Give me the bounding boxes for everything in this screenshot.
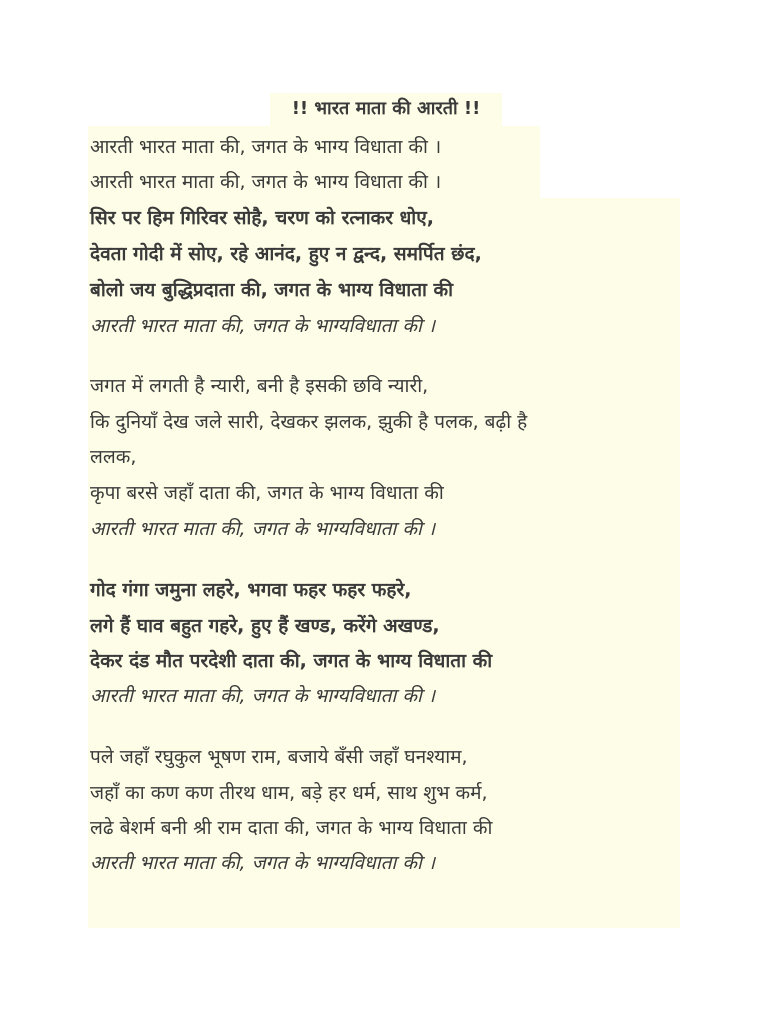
stanza1-line-1: सिर पर हिम गिरिवर सोहै, चरण को रत्नाकर धोए, bbox=[90, 207, 434, 229]
stanza3-line-3: देकर दंड मौत परदेशी दाता की, जगत के भाग्य विधाता की bbox=[90, 650, 493, 672]
stanza4-line-2: जहाँ का कण कण तीरथ धाम, बड़े हर धर्म, साथ शुभ कर्म, bbox=[90, 782, 488, 804]
stanza1-refrain: आरती भारत माता की, जगत के भाग्यविधाता की । bbox=[90, 315, 436, 337]
page-title: !! भारत माता की आरती !! bbox=[291, 98, 481, 119]
stanza2-line-3: कृपा बरसे जहाँ दाता की, जगत के भाग्य विधाता की bbox=[90, 482, 444, 504]
stanza4-line-1: पले जहाँ रघुकुल भूषण राम, बजाये बँसी जहाँ घनश्याम, bbox=[90, 746, 468, 768]
stanza4-line-3: लढे बेशर्म बनी श्री राम दाता की, जगत के भाग्य विधाता की bbox=[90, 817, 493, 839]
stanza2-line-2-wrap: ललक, bbox=[90, 446, 137, 468]
stanza2-refrain: आरती भारत माता की, जगत के भाग्यविधाता की । bbox=[90, 518, 436, 540]
stanza4-refrain: आरती भारत माता की, जगत के भाग्यविधाता की । bbox=[90, 852, 436, 874]
stanza2-line-2: कि दुनियाँ देख जले सारी, देखकर झलक, झुकी है पलक, बढ़ी है bbox=[90, 411, 528, 433]
stanza1-line-3: बोलो जय बुद्धिप्रदाता की, जगत के भाग्य विधाता की bbox=[90, 279, 454, 301]
intro-line-2: आरती भारत माता की, जगत के भाग्य विधाता की । bbox=[90, 171, 442, 193]
intro-line-1: आरती भारत माता की, जगत के भाग्य विधाता की । bbox=[90, 136, 442, 158]
stanza2-line-1: जगत में लगती है न्यारी, बनी है इसकी छवि न्यारी, bbox=[90, 375, 429, 397]
stanza3-line-2: लगे हैं घाव बहुत गहरे, हुए हैं खण्ड, करेंगे अखण्ड, bbox=[90, 615, 440, 637]
stanza3-refrain: आरती भारत माता की, जगत के भाग्यविधाता की । bbox=[90, 685, 436, 707]
stanza1-line-2: देवता गोदी में सोए, रहे आनंद, हुए न द्वन्द, समर्पित छंद, bbox=[90, 243, 482, 265]
stanza3-line-1: गोद गंगा जमुना लहरे, भगवा फहर फहर फहरे, bbox=[90, 579, 412, 601]
